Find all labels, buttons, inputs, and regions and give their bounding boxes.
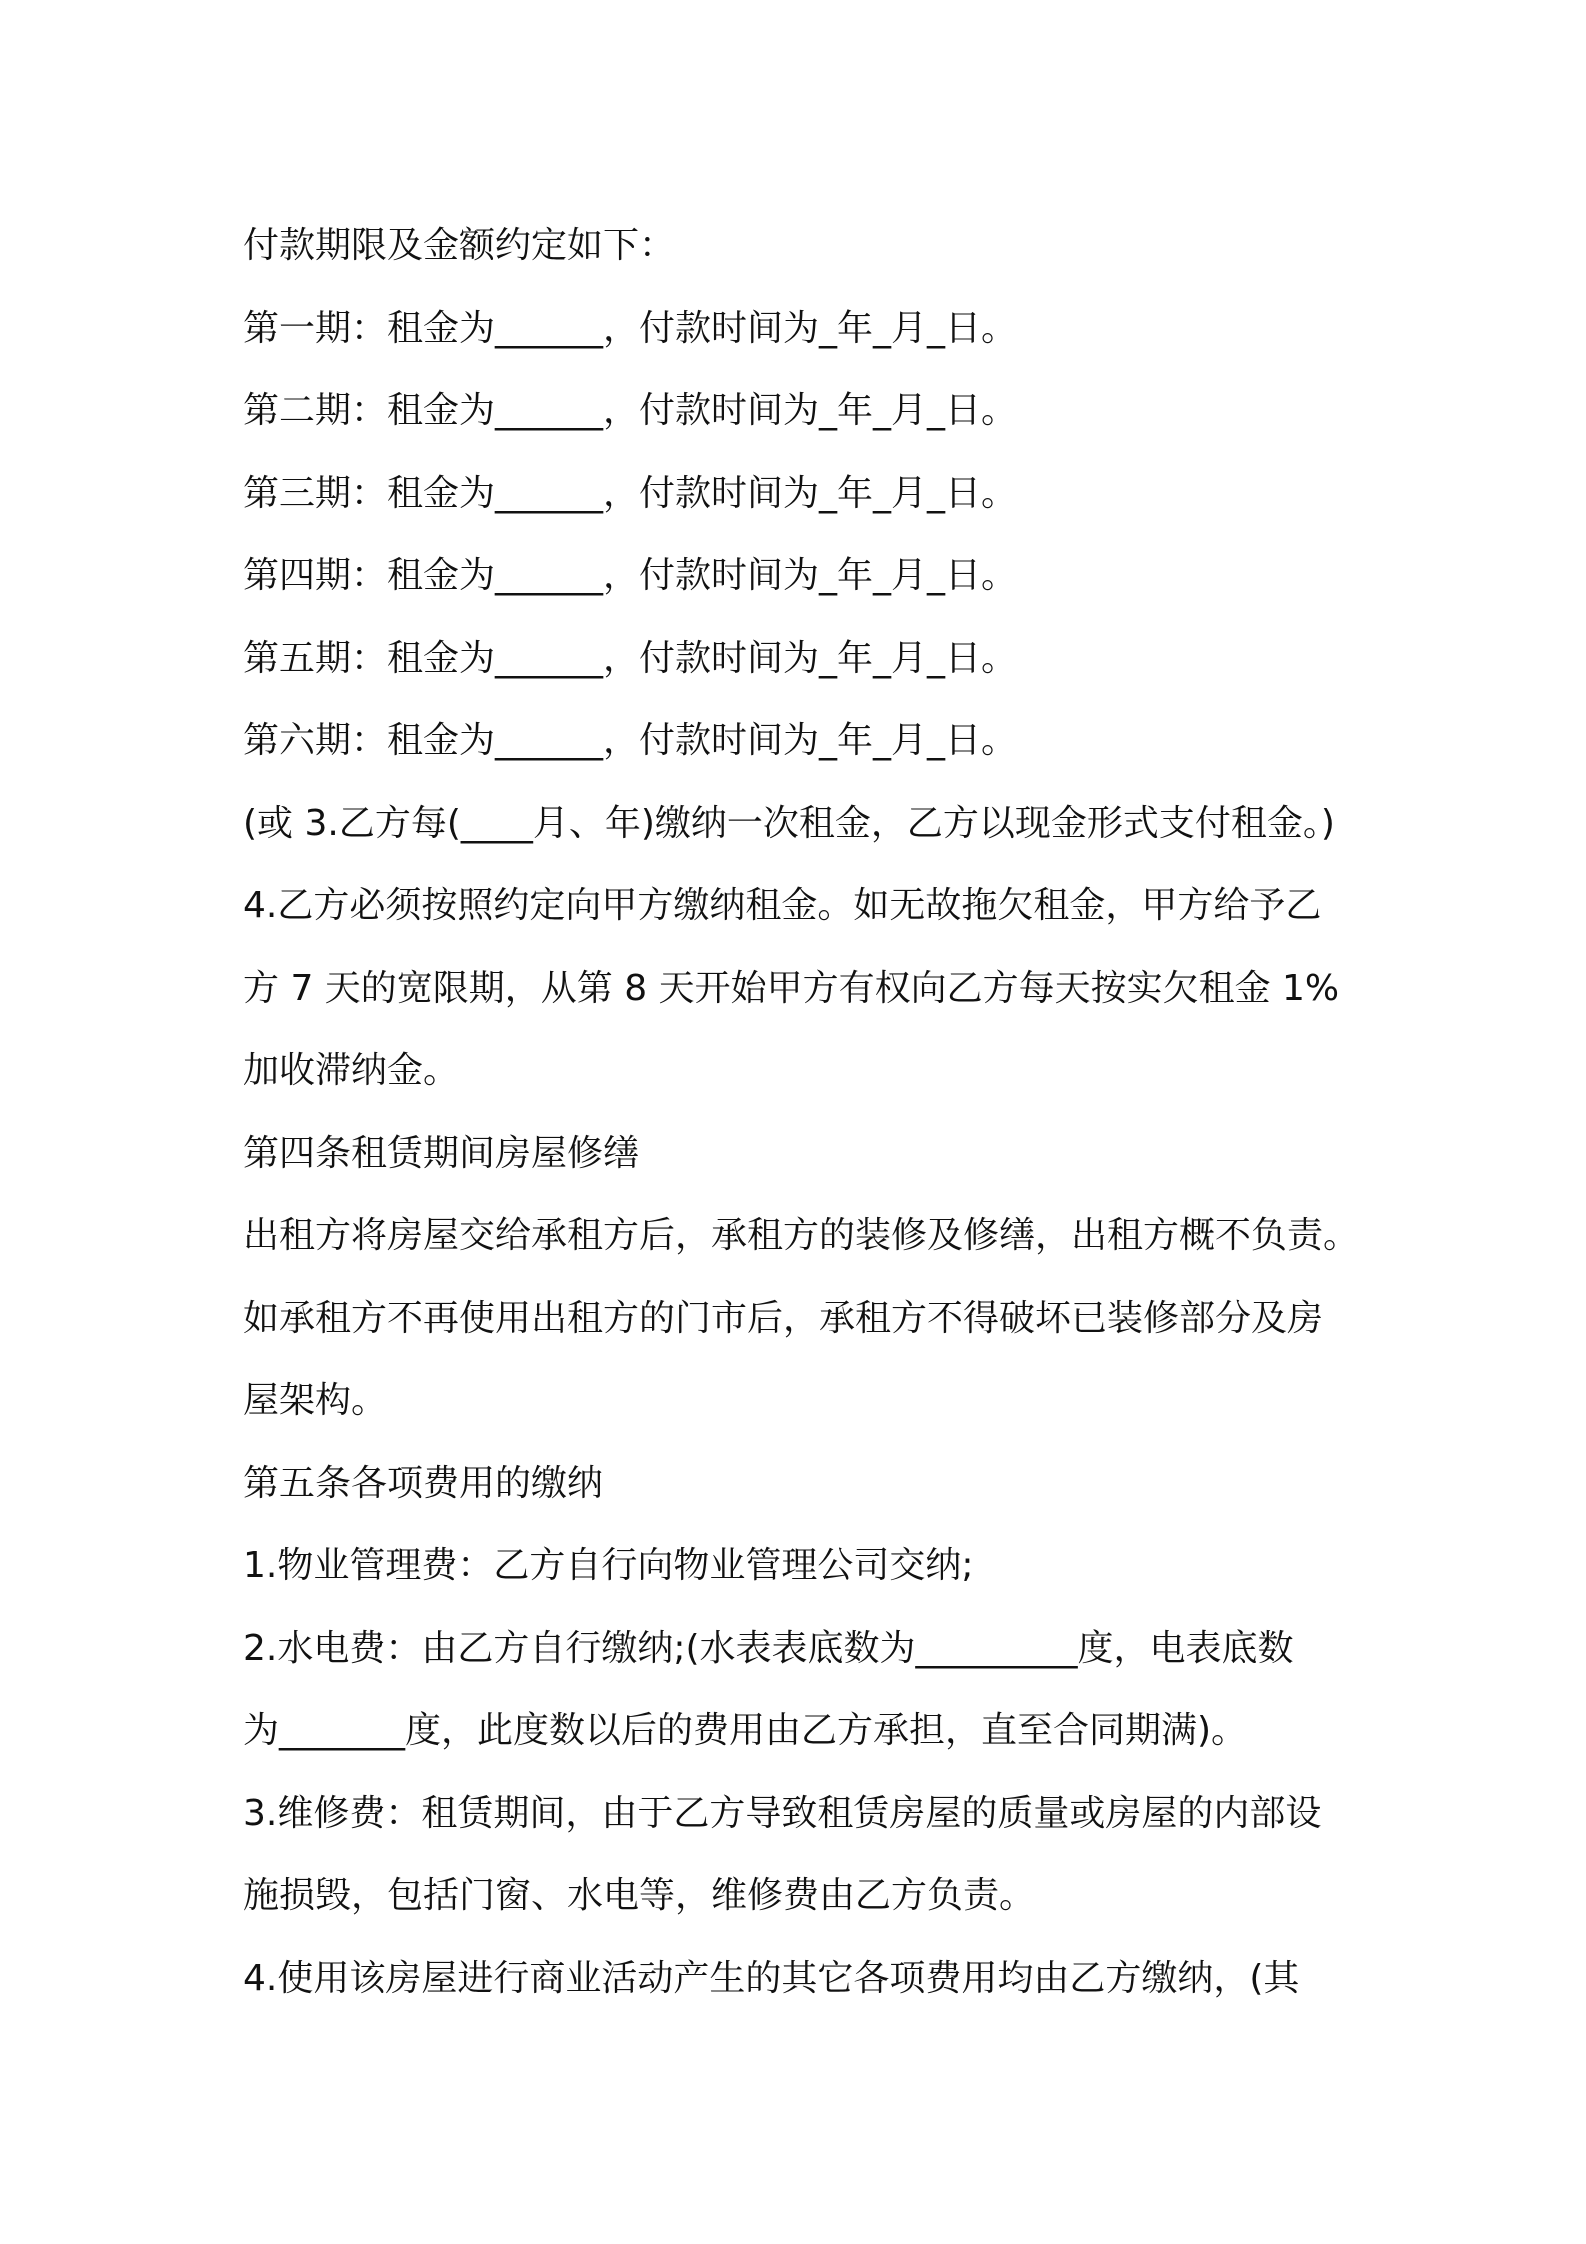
text-line-payment-terms: 付款期限及金额约定如下：: [243, 225, 676, 266]
text-line-maintenance-fee-a: 3.维修费：租赁期间，由于乙方导致租赁房屋的质量或房屋的内部设: [243, 1792, 1322, 1834]
text-line-utility-fee-a: 2.水电费：由乙方自行缴纳;(水表表底数为_________度，电表底数: [243, 1627, 1294, 1669]
document-body: [243, 205, 1363, 2020]
text-line-property-fee: 1.物业管理费：乙方自行向物业管理公司交纳;: [243, 1545, 974, 1586]
section-heading-article-5: 第五条各项费用的缴纳: [243, 1462, 604, 1504]
text-line-maintenance-fee-b: 施损毁，包括门窗、水电等，维修费由乙方负责。: [243, 1875, 1036, 1916]
text-line-utility-fee-b: 为_______度，此度数以后的费用由乙方承担，直至合同期满)。: [243, 1710, 1248, 1751]
section-heading-article-4: 第四条租赁期间房屋修缮: [243, 1132, 640, 1174]
text-line-period-2: 第二期：租金为______，付款时间为_年_月_日。: [243, 390, 1018, 431]
text-line-repair-b: 如承租方不再使用出租方的门市后，承租方不得破坏已装修部分及房: [243, 1297, 1324, 1339]
text-line-other-fees: 4.使用该房屋进行商业活动产生的其它各项费用均由乙方缴纳，(其: [243, 1957, 1300, 1999]
text-line-repair-a: 出租方将房屋交给承租方后，承租方的装修及修缮，出租方概不负责。: [243, 1215, 1360, 1256]
text-line-period-6: 第六期：租金为______，付款时间为_年_月_日。: [243, 720, 1018, 761]
text-line-alternative-payment: (或 3.乙方每(____月、年)缴纳一次租金，乙方以现金形式支付租金。): [243, 802, 1335, 844]
text-line-clause-4-a: 4.乙方必须按照约定向甲方缴纳租金。如无故拖欠租金，甲方给予乙: [243, 885, 1322, 926]
text-line-period-4: 第四期：租金为______，付款时间为_年_月_日。: [243, 555, 1018, 596]
text-line-repair-c: 屋架构。: [243, 1380, 388, 1421]
text-line-clause-4-b: 方 7 天的宽限期，从第 8 天开始甲方有权向乙方每天按实欠租金 1%: [243, 967, 1340, 1009]
text-line-period-1: 第一期：租金为______，付款时间为_年_月_日。: [243, 307, 1018, 349]
text-line-period-5: 第五期：租金为______，付款时间为_年_月_日。: [243, 637, 1018, 679]
text-line-period-3: 第三期：租金为______，付款时间为_年_月_日。: [243, 472, 1018, 514]
text-line-clause-4-c: 加收滞纳金。: [243, 1050, 460, 1091]
